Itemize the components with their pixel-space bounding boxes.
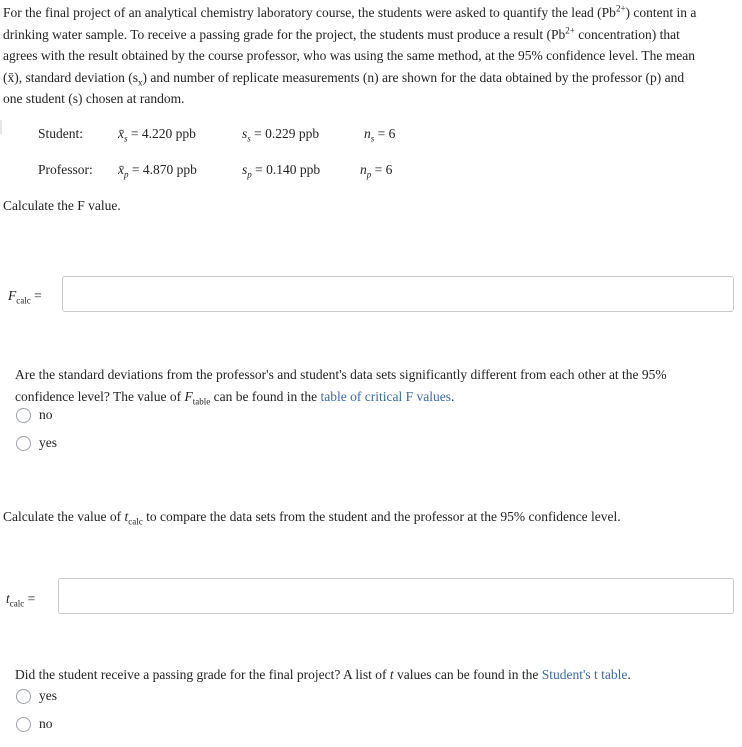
edge-marker [0,120,2,134]
intro-line-1: For the final project of an analytical chemistry laboratory course, the students were asked to quantify the lead $(Pb^{2+})$ content in a [3,3,697,20]
passing-grade-question: Did the student receive a passing grade for the final project? A list of t values can be found in the Student's t table. [15,667,631,682]
intro-line-4: (x̄), standard deviation $(s_x)$ and number of replicate measurements (n) are shown for the data obtained by the professor (p) and [3,69,685,88]
student-mean: $x̄_s = 4.220$ ppb [118,126,196,144]
intro-line-5: one student (s) chosen at random. [3,91,185,106]
radio-button[interactable] [16,717,31,732]
f-value-prompt: Calculate the F value. [3,198,121,213]
option-label: yes [39,688,57,703]
f-calc-label: $F_{calc}$ = [8,288,42,306]
radio-button[interactable] [16,689,31,704]
professor-n: $n_p = 6$ [360,162,393,180]
student-sd: $s_s = 0.229$ ppb [242,126,320,144]
professor-sd: $s_p = 0.140$ ppb [242,162,321,180]
option-label: no [39,407,53,422]
t-calc-input[interactable] [58,578,734,614]
sd-option-yes[interactable] [16,433,57,453]
f-calc-input[interactable] [62,276,734,312]
professor-label: Professor: [38,162,93,177]
problem-statement [3,2,739,110]
t-calc-prompt: Calculate the value of $t_{calc}$ to compare the data sets from the student and the professor at the 95% confidence level. [3,509,621,527]
professor-mean: $x̄_p = 4.870$ ppb [118,162,197,180]
critical-f-table-link[interactable]: table of critical F values [320,389,451,404]
pass-option-no[interactable] [16,714,53,734]
radio-button[interactable] [16,408,31,423]
student-label: Student: [38,126,84,141]
students-t-table-link[interactable]: Student's t table [541,667,628,682]
option-label: no [39,716,53,731]
option-label: yes [39,435,57,450]
t-calc-label: $t_{calc}$ = [6,591,36,609]
student-n: $n_s = 6$ [364,126,396,144]
radio-button[interactable] [16,436,31,451]
sd-significance-question: Are the standard deviations from the professor's and student's data sets significantly different from each other at the 95% confidence level? The value of $F_{table}$ can be found in the table of critical F values. [15,367,667,407]
intro-line-3: agrees with the result obtained by the course professor, who was using the same method, at the 95% confidence level. The mean [3,48,696,63]
intro-line-2: drinking water sample. To receive a passing grade for the project, the students must produce a result ($Pb^{2+}$ concentration) that [3,25,680,42]
sd-option-no[interactable] [16,405,53,425]
pass-option-yes[interactable] [16,686,57,706]
